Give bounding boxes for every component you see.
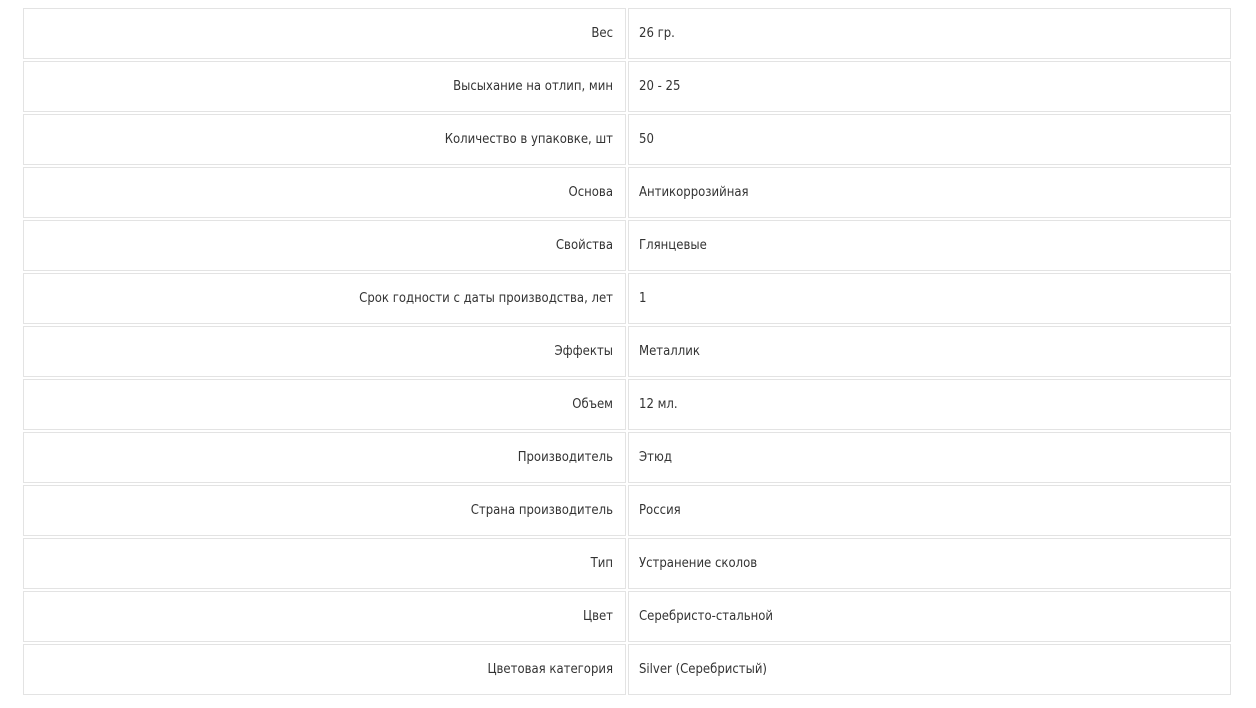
spec-row [23,379,1231,430]
specifications-table [21,6,1233,697]
spec-value: Россия [628,485,1231,536]
spec-row [23,167,1231,218]
spec-value: 50 [628,114,1231,165]
spec-value: 26 гр. [628,8,1231,59]
spec-row [23,220,1231,271]
spec-value: 1 [628,273,1231,324]
spec-label: Страна производитель [23,485,626,536]
spec-row [23,591,1231,642]
spec-row [23,114,1231,165]
spec-label: Цвет [23,591,626,642]
spec-row [23,485,1231,536]
spec-row [23,8,1231,59]
spec-value: Серебристо-стальной [628,591,1231,642]
spec-row [23,326,1231,377]
spec-value: 20 - 25 [628,61,1231,112]
spec-label: Срок годности с даты производства, лет [23,273,626,324]
spec-row [23,61,1231,112]
spec-label: Высыхание на отлип, мин [23,61,626,112]
spec-label: Количество в упаковке, шт [23,114,626,165]
spec-label: Тип [23,538,626,589]
spec-label: Вес [23,8,626,59]
spec-value: Металлик [628,326,1231,377]
spec-value: Этюд [628,432,1231,483]
spec-label: Основа [23,167,626,218]
spec-row [23,432,1231,483]
spec-label: Эффекты [23,326,626,377]
spec-label: Объем [23,379,626,430]
spec-row [23,644,1231,695]
specifications-body [23,8,1231,695]
spec-row [23,273,1231,324]
spec-label: Производитель [23,432,626,483]
spec-row [23,538,1231,589]
spec-label: Цветовая категория [23,644,626,695]
spec-value: Антикоррозийная [628,167,1231,218]
spec-value: Глянцевые [628,220,1231,271]
spec-value: Silver (Серебристый) [628,644,1231,695]
spec-label: Свойства [23,220,626,271]
spec-value: Устранение сколов [628,538,1231,589]
spec-value: 12 мл. [628,379,1231,430]
